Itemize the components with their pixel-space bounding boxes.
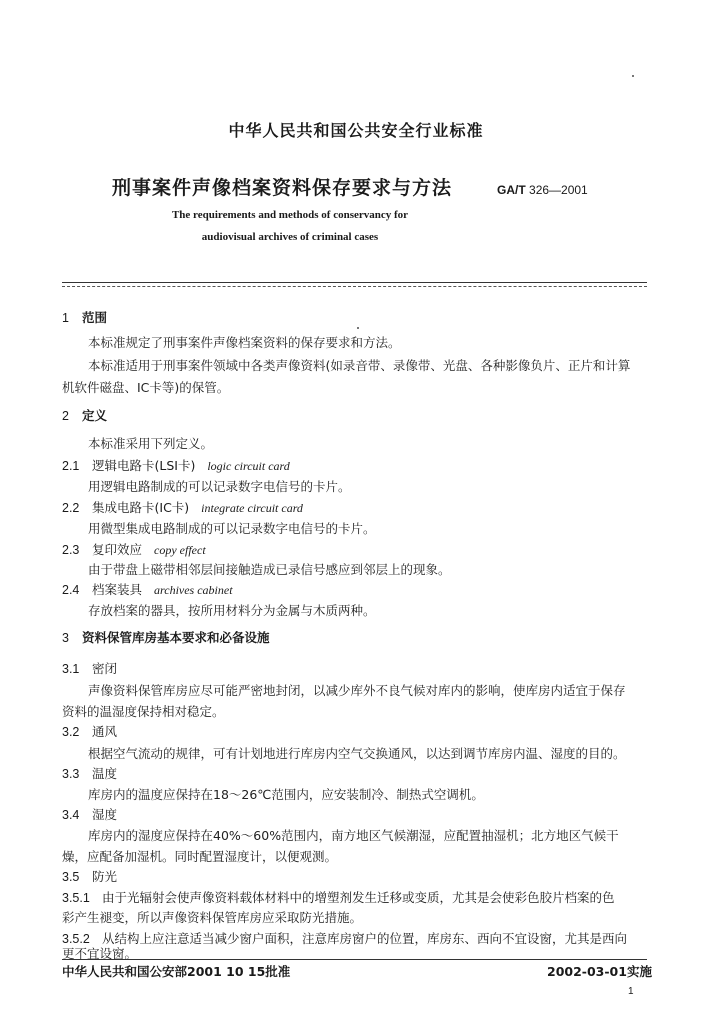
page-number: 1 — [628, 986, 634, 997]
scan-speck — [632, 75, 634, 77]
item-number: 2.3 — [62, 543, 80, 557]
term-cn: 复印效应 — [92, 542, 143, 557]
item-number: 3.5 — [62, 870, 80, 884]
item-number: 3.1 — [62, 662, 80, 676]
definition-term — [62, 540, 206, 558]
header-rule — [62, 282, 647, 283]
paragraph-continued: 燥，应配备加湿机。同时配置湿度计，以便观测。 — [62, 849, 338, 864]
subsection-heading — [62, 722, 117, 740]
clause-text: 从结构上应注意适当减少窗户面积，注意库房窗户的位置，库房东、西向不宜设窗，尤其是西向 — [102, 931, 628, 946]
section-title: 资料保管库房基本要求和必备设施 — [82, 630, 270, 645]
scan-speck — [357, 327, 359, 329]
clause — [62, 929, 627, 947]
section-3-heading — [62, 628, 270, 646]
document-title: 刑事案件声像档案资料保存要求与方法 — [112, 177, 453, 199]
term-en: integrate circuit card — [201, 501, 303, 515]
term-cn: 档案装具 — [92, 582, 143, 597]
item-number: 3.4 — [62, 808, 80, 822]
item-number: 2.2 — [62, 501, 80, 515]
standard-code-prefix: GA/T — [497, 183, 526, 197]
paragraph: 本标准采用下列定义。 — [88, 436, 214, 451]
subsection-title: 密闭 — [92, 661, 118, 676]
subsection-heading — [62, 659, 117, 677]
section-1-heading — [62, 308, 107, 326]
paragraph: 声像资料保管库房应尽可能严密地封闭，以减少库外不良气候对库内的影响，使库房内适宜于保存 — [88, 683, 626, 698]
term-en: logic circuit card — [207, 459, 290, 473]
definition-term — [62, 498, 303, 516]
paragraph: 根据空气流动的规律，可有计划地进行库房内空气交换通风，以达到调节库房内温、湿度的目的。 — [88, 746, 626, 761]
term-cn: 逻辑电路卡(LSI卡) — [92, 458, 196, 473]
item-number: 2.4 — [62, 583, 80, 597]
paragraph: 库房内的湿度应保持在40%～60%范围内，南方地区气候潮湿，应配置抽湿机；北方地区气候干 — [88, 828, 619, 843]
definition-term — [62, 456, 290, 474]
item-number: 3.2 — [62, 725, 80, 739]
definition-text: 用微型集成电路制成的可以记录数字电信号的卡片。 — [88, 521, 376, 536]
english-title-line-2: audiovisual archives of criminal cases — [201, 231, 379, 243]
subsection-title: 通风 — [92, 724, 118, 739]
paragraph-continued: 彩产生褪变，所以声像资料保管库房应采取防光措施。 — [62, 910, 363, 925]
section-title: 定义 — [82, 408, 108, 423]
standard-code-year: 326—2001 — [529, 183, 588, 197]
approval-line: 中华人民共和国公安部2001 10 15批准 — [62, 964, 291, 979]
paragraph: 本标准适用于刑事案件领域中各类声像资料(如录音带、录像带、光盘、各种影像负片、正片和计算 — [88, 358, 631, 373]
section-2-heading — [62, 406, 107, 424]
item-number: 2.1 — [62, 459, 80, 473]
section-number: 2 — [62, 409, 69, 423]
footer-rule — [62, 959, 647, 960]
paragraph: 库房内的温度应保持在18～26℃范围内，应安装制冷、制热式空调机。 — [88, 787, 484, 802]
header-rule-dashed — [62, 286, 647, 287]
paragraph-continued: 机软件磁盘、IC卡等)的保管。 — [62, 380, 230, 395]
definition-term — [62, 580, 233, 598]
paragraph: 本标准规定了刑事案件声像档案资料的保存要求和方法。 — [88, 335, 401, 350]
definition-text: 由于带盘上磁带相邻层间接触造成已录信号感应到邻层上的现象。 — [88, 562, 451, 577]
subsection-heading — [62, 805, 117, 823]
subsection-title: 湿度 — [92, 807, 118, 822]
subsection-heading — [62, 764, 117, 782]
term-en: copy effect — [154, 543, 206, 557]
paragraph-continued: 更不宜设窗。 — [62, 946, 138, 961]
section-number: 1 — [62, 311, 69, 325]
term-cn: 集成电路卡(IC卡) — [92, 500, 190, 515]
english-title-line-1: The requirements and methods of conservancy for — [171, 209, 409, 221]
implementation-date: 2002-03-01实施 — [547, 964, 652, 979]
subsection-title: 防光 — [92, 869, 118, 884]
item-number: 3.5.1 — [62, 891, 90, 905]
standard-body-heading: 中华人民共和国公共安全行业标准 — [228, 121, 484, 140]
term-en: archives cabinet — [154, 583, 233, 597]
definition-text: 用逻辑电路制成的可以记录数字电信号的卡片。 — [88, 479, 351, 494]
clause-text: 由于光辐射会使声像资料载体材料中的增塑剂发生迁移或变质，尤其是会使彩色胶片档案的色 — [102, 890, 615, 905]
item-number: 3.3 — [62, 767, 80, 781]
section-number: 3 — [62, 631, 69, 645]
definition-text: 存放档案的器具，按所用材料分为金属与木质两种。 — [88, 603, 376, 618]
subsection-title: 温度 — [92, 766, 118, 781]
clause — [62, 888, 615, 906]
subsection-heading — [62, 867, 117, 885]
section-title: 范围 — [82, 310, 108, 325]
paragraph-continued: 资料的温湿度保持相对稳定。 — [62, 704, 225, 719]
item-number: 3.5.2 — [62, 932, 90, 946]
standard-code — [497, 183, 588, 197]
